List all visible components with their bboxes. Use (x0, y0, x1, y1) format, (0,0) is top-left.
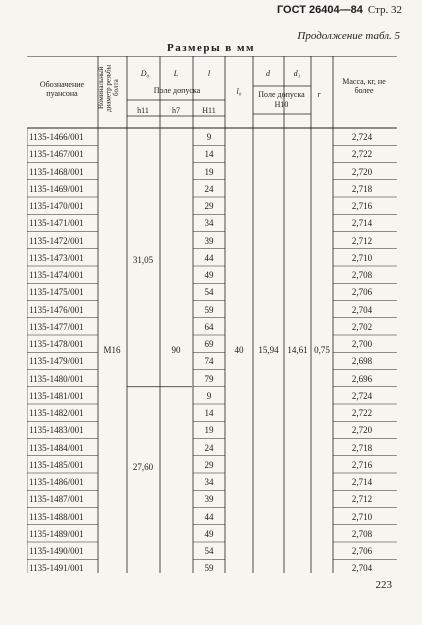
row-mass-value: 2,706 (351, 287, 373, 298)
row-designation: 1135-1475/001 (29, 287, 84, 298)
header-mass: Масса, кг, не более (342, 77, 386, 95)
dimensions-prefix: Размеры в (166, 42, 237, 54)
row-designation: 1135-1474/001 (29, 270, 84, 280)
header-L: L (173, 69, 179, 78)
row-mass-value: 2,716 (351, 459, 373, 470)
row-l-value: 59 (204, 304, 214, 315)
row-mass-value: 2,698 (351, 356, 373, 367)
row-mass-value: 2,724 (351, 132, 373, 142)
row-designation: 1135-1486/001 (29, 477, 84, 487)
row-l-value: 39 (204, 235, 214, 246)
value-nominal: M16 (103, 345, 121, 355)
row-designation: 1135-1487/001 (29, 494, 84, 505)
header-r: r (317, 90, 321, 99)
row-l-value: 9 (206, 132, 212, 142)
row-mass-value: 2,712 (351, 494, 373, 505)
row-designation: 1135-1484/001 (29, 442, 84, 453)
row-l-value: 79 (204, 373, 214, 384)
table-continuation: Продолжение табл. 5 (297, 30, 400, 42)
row-mass-value: 2,718 (351, 183, 373, 194)
row-mass-value: 2,700 (351, 339, 373, 349)
header-tolerance-field-1: Поле допуска (153, 86, 201, 95)
header-d: d (266, 69, 270, 78)
row-l-value: 54 (204, 287, 214, 298)
row-l-value: 49 (204, 528, 214, 539)
row-designation: 1135-1485/001 (29, 459, 84, 470)
value-D0-group-1: 31,05 (132, 255, 154, 265)
standard-code: ГОСТ 26404—84 (276, 4, 363, 16)
row-l-value: 49 (204, 270, 214, 280)
header-D0: D₀ (140, 69, 150, 78)
row-designation: 1135-1472/001 (29, 235, 84, 246)
row-designation: 1135-1488/001 (29, 511, 84, 522)
row-mass-value: 2,720 (351, 166, 373, 177)
row-mass-value: 2,724 (351, 390, 373, 401)
row-l-value: 34 (204, 218, 214, 229)
row-l-value: 74 (204, 356, 214, 367)
row-l-value: 64 (204, 321, 214, 332)
dimensions-unit: мм (237, 42, 255, 54)
row-l-value: 14 (204, 408, 214, 418)
value-d1: 14,61 (287, 345, 308, 355)
row-l-value: 44 (204, 511, 214, 522)
row-mass-value: 2,722 (351, 408, 373, 418)
row-l-value: 69 (204, 339, 214, 349)
row-mass-value: 2,722 (351, 149, 373, 160)
header-tolerance-field-2: Поле допуска (258, 90, 305, 99)
row-mass-value: 2,704 (351, 304, 373, 315)
value-d: 15,94 (258, 345, 279, 355)
row-mass-value: 2,720 (351, 425, 373, 436)
row-mass-value: 2,706 (351, 546, 373, 556)
row-designation: 1135-1477/001 (29, 321, 84, 332)
row-l-value: 29 (204, 201, 214, 211)
row-l-value: 19 (204, 166, 214, 177)
dimensions-title (0, 42, 422, 54)
value-L: 90 (171, 345, 181, 355)
row-mass-value: 2,708 (351, 528, 373, 539)
row-designation: 1135-1481/001 (29, 390, 84, 401)
row-l-value: 19 (204, 425, 214, 436)
header-d1: d₁ (293, 69, 301, 78)
row-mass-value: 2,696 (351, 373, 373, 384)
value-r: 0,75 (314, 345, 330, 355)
row-designation: 1135-1479/001 (29, 356, 84, 367)
dimensions-table (27, 56, 397, 573)
row-designation: 1135-1489/001 (29, 528, 84, 539)
row-l-value: 24 (204, 442, 214, 453)
row-l-value: 29 (204, 459, 214, 470)
row-designation: 1135-1468/001 (29, 166, 84, 177)
page-label: Стр. 32 (367, 4, 402, 16)
tolerance-l: H11 (202, 106, 216, 115)
header-nominal-diameter: Номинальный диаметр резьбы болта (97, 64, 120, 112)
row-l-value: 14 (204, 149, 214, 160)
row-mass-value: 2,714 (351, 477, 373, 487)
row-designation: 1135-1471/001 (29, 218, 84, 229)
standard-header (277, 4, 402, 16)
row-designation: 1135-1467/001 (29, 149, 84, 160)
row-designation: 1135-1490/001 (29, 546, 84, 556)
row-mass-value: 2,712 (351, 235, 373, 246)
row-designation: 1135-1470/001 (29, 201, 84, 211)
row-l-value: 59 (204, 563, 214, 574)
tolerance-L: h7 (172, 106, 180, 115)
row-designation: 1135-1491/001 (29, 563, 84, 574)
header-designation: Обозначение пуансона (39, 80, 85, 98)
row-l-value: 9 (206, 390, 212, 401)
row-designation: 1135-1469/001 (29, 183, 84, 194)
row-designation: 1135-1473/001 (29, 252, 84, 263)
row-mass-value: 2,710 (351, 511, 373, 522)
header-l: l (207, 69, 211, 78)
row-mass-value: 2,710 (351, 252, 373, 263)
value-D0-group-2: 27,60 (132, 462, 154, 472)
row-l-value: 34 (204, 477, 214, 487)
row-designation: 1135-1483/001 (29, 425, 84, 436)
row-l-value: 44 (204, 252, 214, 263)
row-designation: 1135-1478/001 (29, 339, 84, 349)
row-mass-value: 2,704 (351, 563, 373, 574)
row-designation: 1135-1480/001 (29, 373, 84, 384)
tolerance-d: H10 (274, 100, 289, 109)
tolerance-D0: h11 (137, 106, 149, 115)
row-l-value: 54 (204, 546, 214, 556)
page-number: 223 (375, 579, 392, 591)
row-mass-value: 2,716 (351, 201, 373, 211)
row-designation: 1135-1476/001 (29, 304, 84, 315)
row-mass-value: 2,718 (351, 442, 373, 453)
row-mass-value: 2,714 (351, 218, 373, 229)
header-l0: l₀ (236, 87, 242, 96)
row-designation: 1135-1482/001 (29, 408, 84, 418)
value-l0: 40 (234, 345, 244, 355)
row-mass-value: 2,708 (351, 270, 373, 280)
row-l-value: 39 (204, 494, 214, 505)
row-l-value: 24 (204, 183, 214, 194)
row-designation: 1135-1466/001 (29, 132, 84, 142)
row-mass-value: 2,702 (351, 321, 373, 332)
